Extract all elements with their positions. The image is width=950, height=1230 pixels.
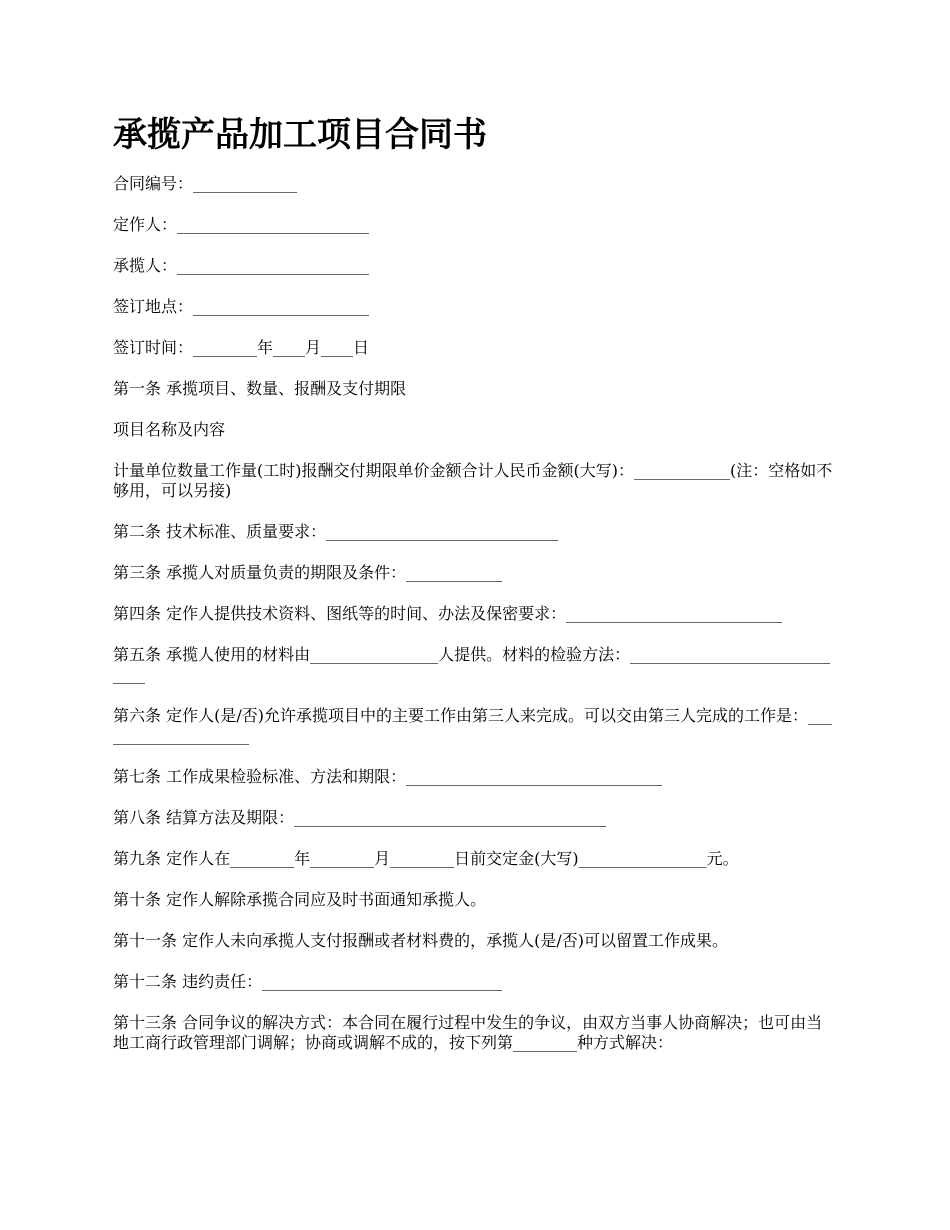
document-title: 承揽产品加工项目合同书 xyxy=(113,115,487,155)
article-3: 第三条 承揽人对质量负责的期限及条件：____________ xyxy=(113,563,503,582)
article-6: 第六条 定作人(是/否)允许承揽项目中的主要工作由第三人来完成。可以交由第三人完成的工作是：____________________ xyxy=(113,706,832,745)
article-4: 第四条 定作人提供技术资料、图纸等的时间、办法及保密要求：___________________________ xyxy=(113,604,783,623)
orderer-line: 定作人：________________________ xyxy=(113,215,370,234)
article-12: 第十二条 违约责任：______________________________ xyxy=(113,972,503,991)
project-name-line: 项目名称及内容 xyxy=(113,420,226,439)
article-2: 第二条 技术标准、质量要求：_____________________________ xyxy=(113,522,559,541)
article-13: 第十三条 合同争议的解决方式：本合同在履行过程中发生的争议，由双方当事人协商解决；也可由当地工商行政管理部门调解；协商或调解不成的，按下列第________种方式解决： xyxy=(113,1013,823,1052)
article-7: 第七条 工作成果检验标准、方法和期限：________________________________ xyxy=(113,767,663,786)
article-9: 第九条 定作人在________年________月________日前交定金(大写)________________元。 xyxy=(113,849,739,868)
article-10: 第十条 定作人解除承揽合同应及时书面通知承揽人。 xyxy=(113,890,487,909)
document-page xyxy=(113,112,837,1074)
signing-place-line: 签订地点：______________________ xyxy=(113,297,370,316)
contract-number-line: 合同编号：_____________ xyxy=(113,174,298,193)
pricing-line: 计量单位数量工作量(工时)报酬交付期限单价金额合计人民币金额(大写)：____________(注：空格如不够用，可以另接) xyxy=(113,461,833,500)
contractor-line: 承揽人：________________________ xyxy=(113,256,370,275)
signing-date-line: 签订时间：________年____月____日 xyxy=(113,338,370,357)
article-1-heading: 第一条 承揽项目、数量、报酬及支付期限 xyxy=(113,379,407,398)
article-11: 第十一条 定作人未向承揽人支付报酬或者材料费的，承揽人(是/否)可以留置工作成果。 xyxy=(113,931,728,950)
article-8: 第八条 结算方法及期限：_______________________________________ xyxy=(113,808,607,827)
article-5: 第五条 承揽人使用的材料由________________人提供。材料的检验方法：_____________________________ xyxy=(113,645,831,684)
